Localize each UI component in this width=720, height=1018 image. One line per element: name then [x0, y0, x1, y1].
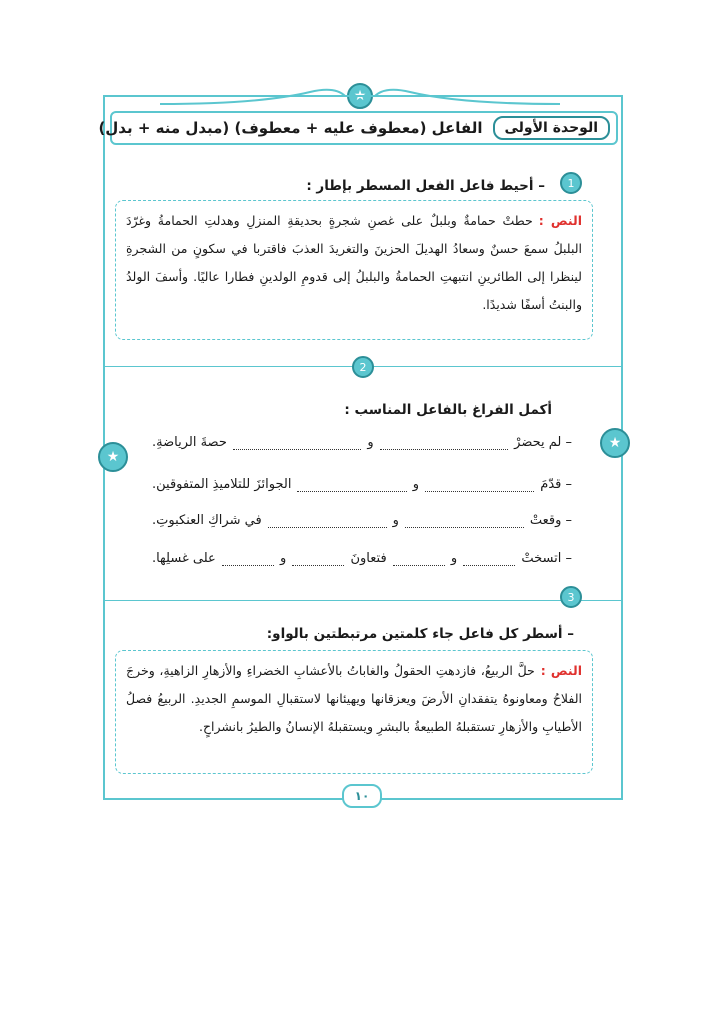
exercise-3-text: حلَّ الربيعُ، فازدهتِ الحقولُ والغاباتُ بالأعشابِ الخضراءِ والأزهارِ الزاهيةِ، وخرجَ الفلاحُ ومعاونوهُ يتفقدانِ الأرضَ ويعزقانها ويهيئانها لاستقبالِ الموسمِ الجديدِ. الربيعُ فصلُ الأطيابِ والأزهارِ تستقبلهُ الطبيعةُ بالبشرِ ويستقبلهُ الإنسانُ والطيرُ بانشراحٍ. — [126, 663, 582, 734]
fill-row-4-blank-3[interactable] — [292, 551, 344, 566]
fill-row-2-verb: – قدّمَ — [540, 476, 572, 492]
fill-row-4 — [152, 546, 572, 570]
fill-row-2 — [152, 472, 572, 496]
exercise-2-instruction: أكمل الفراغ بالفاعل المناسب : — [344, 402, 552, 418]
left-star-medal-icon: ★ — [98, 442, 128, 472]
exercise-1-number-badge: 1 — [560, 172, 582, 194]
fill-row-4-mid: فتعاونَ — [350, 550, 387, 566]
fill-row-3-blank-1[interactable] — [405, 513, 524, 528]
fill-row-3-verb: – وقعتْ — [529, 512, 572, 528]
exercise-2-number-badge: 2 — [352, 356, 374, 378]
fill-row-2-blank-2[interactable] — [297, 477, 406, 492]
unit-label: الوحدة الأولى — [493, 116, 611, 140]
exercise-1-text-box — [115, 200, 593, 340]
exercise-3-number-badge: 3 — [560, 586, 582, 608]
exercise-3-text-box — [115, 650, 593, 774]
section-divider-2 — [103, 600, 623, 601]
fill-row-2-conj: و — [412, 476, 420, 492]
fill-row-4-blank-1[interactable] — [463, 551, 515, 566]
fill-row-2-tail: الجوائزَ للتلاميذِ المتفوقين. — [152, 476, 292, 492]
fill-row-3-tail: في شراكِ العنكبوتِ. — [152, 512, 262, 528]
fill-row-3-blank-2[interactable] — [268, 513, 387, 528]
page-number: ١٠ — [342, 784, 382, 808]
right-star-medal-icon: ★ — [600, 428, 630, 458]
top-star-medal-icon: ★ — [347, 83, 373, 109]
exercise-3-text-label: النص : — [540, 663, 582, 678]
fill-row-1 — [152, 430, 572, 454]
fill-row-4-tail: على غسلِها. — [151, 550, 216, 566]
fill-row-4-conj2: و — [280, 550, 287, 566]
exercise-3-instruction: – أسطر كل فاعل جاء كلمتين مرتبطتين بالواو: — [266, 626, 574, 642]
exercise-1-text: حطتْ حمامةٌ وبلبلٌ على غصنِ شجرةٍ بحديقةِ المنزلِ وهدلتِ الحمامةُ وغرّدَ البلبلُ سمعَ حسنٌ وسعادُ الهديلَ الحزينَ والتغريدَ العذبَ فاقتربا في سكونٍ من الشجرةِ لينظرا إلى الطائرينِ انتبهتِ الحمامةُ والبلبلُ إلى قدومِ الولدينِ فطارا عاليًا. وأسفَ الولدُ والبنتُ أسفًا شديدًا. — [126, 213, 582, 312]
header-band — [98, 111, 618, 145]
fill-row-3 — [152, 508, 572, 532]
fill-row-1-verb: – لم يحضرْ — [514, 434, 572, 450]
fill-row-1-tail: حصةَ الرياضةِ. — [151, 434, 227, 450]
exercise-1-text-label: النص : — [538, 213, 582, 228]
exercise-1-instruction: – أحيط فاعل الفعل المسطر بإطار : — [306, 178, 545, 194]
fill-row-1-conj: و — [367, 434, 374, 450]
fill-row-3-conj: و — [392, 512, 399, 528]
page-title: الفاعل (معطوف عليه + معطوف) (مبدل منه + بدل) — [98, 119, 483, 137]
fill-row-1-blank-2[interactable] — [233, 435, 362, 450]
fill-row-1-blank-1[interactable] — [380, 435, 509, 450]
fill-row-4-conj: و — [450, 550, 458, 566]
fill-row-4-blank-4[interactable] — [222, 551, 274, 566]
fill-row-4-verb: – اتسختْ — [521, 550, 572, 566]
fill-row-4-blank-2[interactable] — [393, 551, 445, 566]
fill-row-2-blank-1[interactable] — [425, 477, 534, 492]
